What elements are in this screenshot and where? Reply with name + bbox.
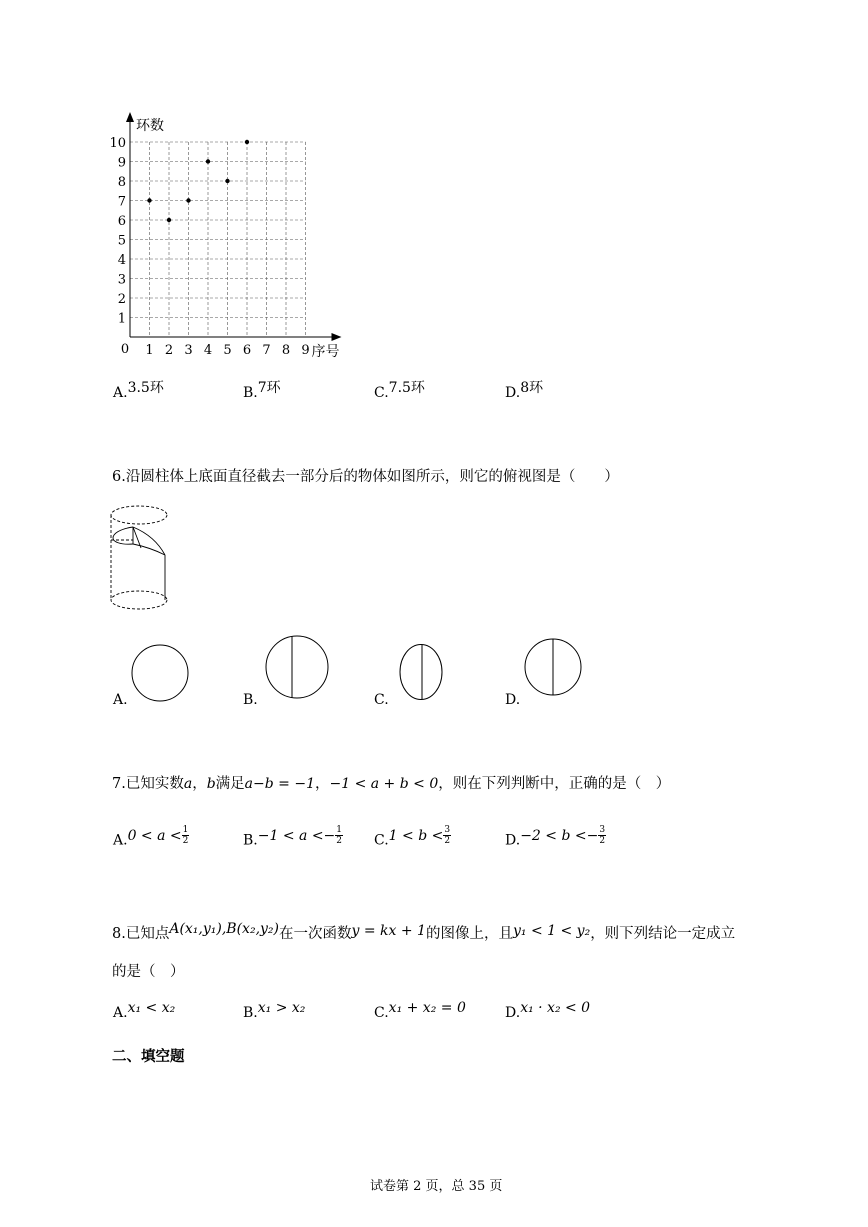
q8-stem-mid: 在一次函数 bbox=[279, 926, 352, 942]
q6-option-a-label[interactable]: A. bbox=[113, 692, 128, 708]
x-tick-label: 7 bbox=[262, 343, 271, 358]
chart-origin-label: 0 bbox=[120, 342, 130, 357]
q8-points: A(x₁,y₁),B(x₂,y₂) bbox=[169, 921, 279, 937]
option-fraction: $\frac{1}{2}$ bbox=[182, 825, 189, 846]
chart-x-axis-label: 序号 bbox=[311, 344, 340, 360]
q8-condition: y₁ < 1 < y₂ bbox=[512, 923, 591, 939]
q7-comma: ， bbox=[314, 776, 330, 792]
q5-option-d[interactable] bbox=[505, 382, 543, 402]
option-expr: x₁ < x₂ bbox=[127, 1000, 176, 1016]
x-tick-label: 2 bbox=[164, 343, 174, 358]
q7-stem-suffix: ，则在下列判断中，正确的是（ ） bbox=[438, 776, 671, 792]
option-fraction: $\frac{1}{2}$ bbox=[336, 825, 343, 846]
y-tick-label: 3 bbox=[117, 272, 126, 288]
q8-option-d[interactable] bbox=[505, 1000, 591, 1021]
cut-cylinder-figure bbox=[105, 500, 175, 612]
q7-var-b: b bbox=[206, 776, 216, 792]
option-label: B. bbox=[243, 832, 258, 849]
x-tick-label: 9 bbox=[301, 343, 310, 358]
option-value: 7.5环 bbox=[388, 380, 425, 396]
q6-option-b-label[interactable]: B. bbox=[243, 692, 258, 708]
q6-option-a-circle-icon bbox=[130, 643, 190, 703]
option-value: 7环 bbox=[257, 380, 281, 396]
q8-stem-line2: 的是（ ） bbox=[112, 964, 185, 980]
option-sign: − bbox=[586, 827, 599, 844]
q8-stem-prefix: 8.已知点 bbox=[112, 926, 170, 942]
chart-tick-labels bbox=[109, 136, 309, 358]
q8-stem-line1 bbox=[112, 922, 735, 943]
q6-stem: 6.沿圆柱体上底面直径截去一部分后的物体如图所示，则它的俯视图是（ ） bbox=[112, 469, 619, 485]
option-expr: 1 < b < bbox=[388, 827, 444, 844]
data-point bbox=[167, 218, 171, 222]
q8-option-c[interactable] bbox=[374, 1000, 466, 1021]
y-tick-label: 4 bbox=[117, 253, 126, 268]
q7-condition-2: −1 < a + b < 0 bbox=[329, 776, 439, 792]
q7-option-b[interactable] bbox=[243, 825, 343, 851]
option-label: A. bbox=[113, 1005, 128, 1021]
option-expr: x₁ + x₂ = 0 bbox=[388, 1000, 466, 1016]
y-tick-label: 8 bbox=[117, 175, 126, 190]
q8-function: y = kx + 1 bbox=[351, 923, 426, 939]
y-tick-label: 2 bbox=[117, 292, 126, 307]
q7-option-d[interactable] bbox=[505, 825, 606, 851]
q6-option-d-circle-center-line-icon bbox=[523, 637, 583, 697]
q7-stem-prefix: 7.已知实数 bbox=[112, 776, 184, 792]
q7-comma: ， bbox=[192, 776, 207, 792]
y-tick-label: 1 bbox=[117, 311, 126, 327]
option-expr: x₁ > x₂ bbox=[257, 1000, 306, 1016]
y-tick-label: 5 bbox=[117, 233, 126, 249]
option-label: D. bbox=[505, 385, 521, 401]
q8-stem-suffix: ，则下列结论一定成立 bbox=[590, 926, 736, 942]
x-axis-arrow-icon bbox=[332, 333, 342, 341]
q6-option-d-label[interactable]: D. bbox=[505, 692, 521, 708]
x-tick-label: 5 bbox=[223, 343, 232, 358]
option-label: C. bbox=[374, 385, 389, 401]
option-fraction: $\frac{3}{2}$ bbox=[599, 825, 606, 846]
option-fraction: $\frac{3}{2}$ bbox=[444, 825, 451, 846]
q7-var-a: a bbox=[183, 776, 193, 792]
option-value: 3.5环 bbox=[127, 380, 164, 396]
data-point bbox=[225, 179, 229, 183]
option-label: B. bbox=[243, 1005, 258, 1021]
chart-y-axis-label: 环数 bbox=[136, 118, 164, 134]
option-expr: −1 < a < bbox=[257, 827, 324, 844]
section-title: 二、填空题 bbox=[112, 1049, 185, 1065]
x-tick-label: 3 bbox=[184, 343, 193, 358]
y-tick-label: 9 bbox=[117, 155, 126, 171]
q8-stem-mid2: 的图像上，且 bbox=[425, 926, 513, 942]
y-axis-arrow-icon bbox=[126, 112, 134, 122]
y-tick-label: 10 bbox=[109, 136, 126, 151]
option-label: D. bbox=[505, 832, 521, 849]
q6-option-b-circle-line-icon bbox=[263, 635, 333, 699]
data-point bbox=[245, 140, 249, 144]
chart-axes bbox=[126, 112, 342, 341]
q6-option-c-narrow-shape-icon bbox=[398, 643, 446, 701]
option-label: B. bbox=[243, 385, 258, 401]
q8-option-b[interactable] bbox=[243, 1000, 306, 1021]
y-tick-label: 7 bbox=[117, 194, 126, 210]
q7-stem bbox=[112, 772, 670, 793]
y-tick-label: 6 bbox=[117, 214, 126, 229]
chart-grid bbox=[130, 142, 306, 337]
q6-option-c-label[interactable]: C. bbox=[374, 692, 389, 708]
x-tick-label: 6 bbox=[242, 343, 252, 358]
option-expr: −2 < b < bbox=[520, 827, 587, 844]
q7-stem-mid: 满足 bbox=[215, 776, 245, 792]
q7-option-a[interactable] bbox=[113, 825, 189, 851]
q7-condition-1: a−b = −1 bbox=[244, 776, 315, 792]
option-label: C. bbox=[374, 832, 389, 849]
option-value: 8环 bbox=[520, 380, 544, 396]
data-point bbox=[206, 159, 210, 163]
scatter-chart bbox=[100, 110, 360, 360]
q8-option-a[interactable] bbox=[113, 1000, 176, 1021]
option-sign: − bbox=[323, 827, 336, 844]
x-tick-label: 1 bbox=[145, 343, 154, 358]
x-tick-label: 4 bbox=[203, 343, 213, 358]
option-label: A. bbox=[113, 385, 128, 401]
q7-option-c[interactable] bbox=[374, 825, 451, 851]
x-tick-label: 8 bbox=[281, 343, 291, 358]
option-label: C. bbox=[374, 1005, 389, 1021]
option-expr: x₁ · x₂ < 0 bbox=[520, 1000, 591, 1016]
q5-option-b[interactable] bbox=[243, 382, 281, 402]
q5-option-a[interactable] bbox=[113, 382, 164, 402]
option-expr: 0 < a < bbox=[127, 827, 182, 844]
option-label: A. bbox=[113, 832, 128, 849]
data-point bbox=[147, 198, 151, 202]
option-label: D. bbox=[505, 1005, 521, 1021]
q5-option-c[interactable] bbox=[374, 382, 425, 402]
data-point bbox=[186, 198, 190, 202]
page-footer: 试卷第 2 页，总 35 页 bbox=[370, 1179, 503, 1194]
